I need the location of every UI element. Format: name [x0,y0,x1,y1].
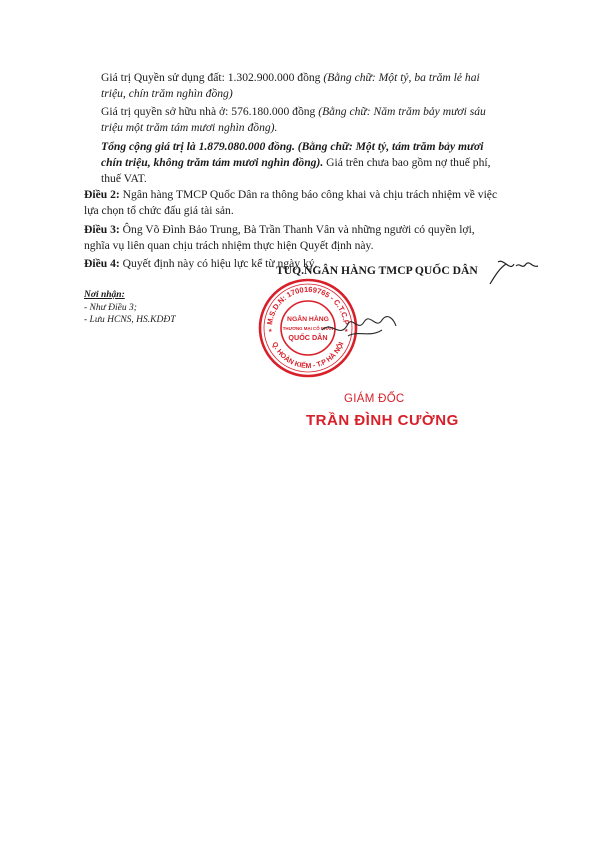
seal-center-line2: THƯƠNG MẠI CỔ PHẦN [282,326,334,331]
seal-center-line3: QUỐC DÂN [288,333,328,342]
director-signature [318,300,400,346]
article-2-line2: lựa chọn tổ chức đấu giá tài sản. [84,204,234,217]
article-3-line2: nghĩa vụ liên quan chịu trách nhiệm thực hiện Quyết định này. [84,239,374,252]
house-value-line: Giá trị quyền sở hữu nhà ở: 576.180.000 đồng (Bằng chữ: Năm trăm bảy mươi sáu [101,105,486,118]
seal-bottom-text: Q. HOÀN KIẾM - T.P HÀ NỘI [270,341,346,371]
vat-note-line: thuế VAT. [101,172,147,185]
house-value-words-line: triệu một trăm tám mươi nghìn đồng). [101,121,278,134]
article-3-line1: Điều 3: Ông Võ Đình Bảo Trung, Bà Trần Thanh Vân và những người có quyền lợi, [84,223,475,236]
land-value-words-line: triệu, chín trăm nghìn đồng) [101,87,233,100]
recipient-item: - Như Điều 3; [84,303,137,313]
recipients-heading: Nơi nhận: [84,290,125,300]
total-value-line: Tổng cộng giá trị là 1.879.080.000 đồng. (Bằng chữ: Một tỷ, tám trăm bảy mươi [101,140,484,153]
recipient-item: - Lưu HCNS, HS.KDĐT [84,315,176,325]
seal-star-left-icon: ★ [268,329,273,334]
signer-name: TRẦN ĐÌNH CƯỜNG [306,412,459,429]
total-value-words-line: chín triệu, không trăm tám mươi nghìn đồng). Giá trên chưa bao gồm nợ thuế phí, [101,156,491,169]
initial-signature [488,254,548,288]
land-value-line: Giá trị Quyền sử dụng đất: 1.302.900.000 đồng (Bằng chữ: Một tỷ, ba trăm lẻ hai [101,71,480,84]
signing-organization: TUQ.NGÂN HÀNG TMCP QUỐC DÂN [276,264,478,277]
article-4-line: Điều 4: Quyết định này có hiệu lực kể từ ngày ký. [84,257,318,270]
seal-top-text: M.S.D.N: 1700169765 - C.T.C.P [265,284,351,326]
seal-center-line1: NGÂN HÀNG [287,316,329,323]
seal-star-right-icon: ★ [344,329,349,334]
signer-title: GIÁM ĐỐC [344,393,405,405]
article-2-line1: Điều 2: Ngân hàng TMCP Quốc Dân ra thông báo công khai và chịu trách nhiệm về việc [84,188,498,201]
